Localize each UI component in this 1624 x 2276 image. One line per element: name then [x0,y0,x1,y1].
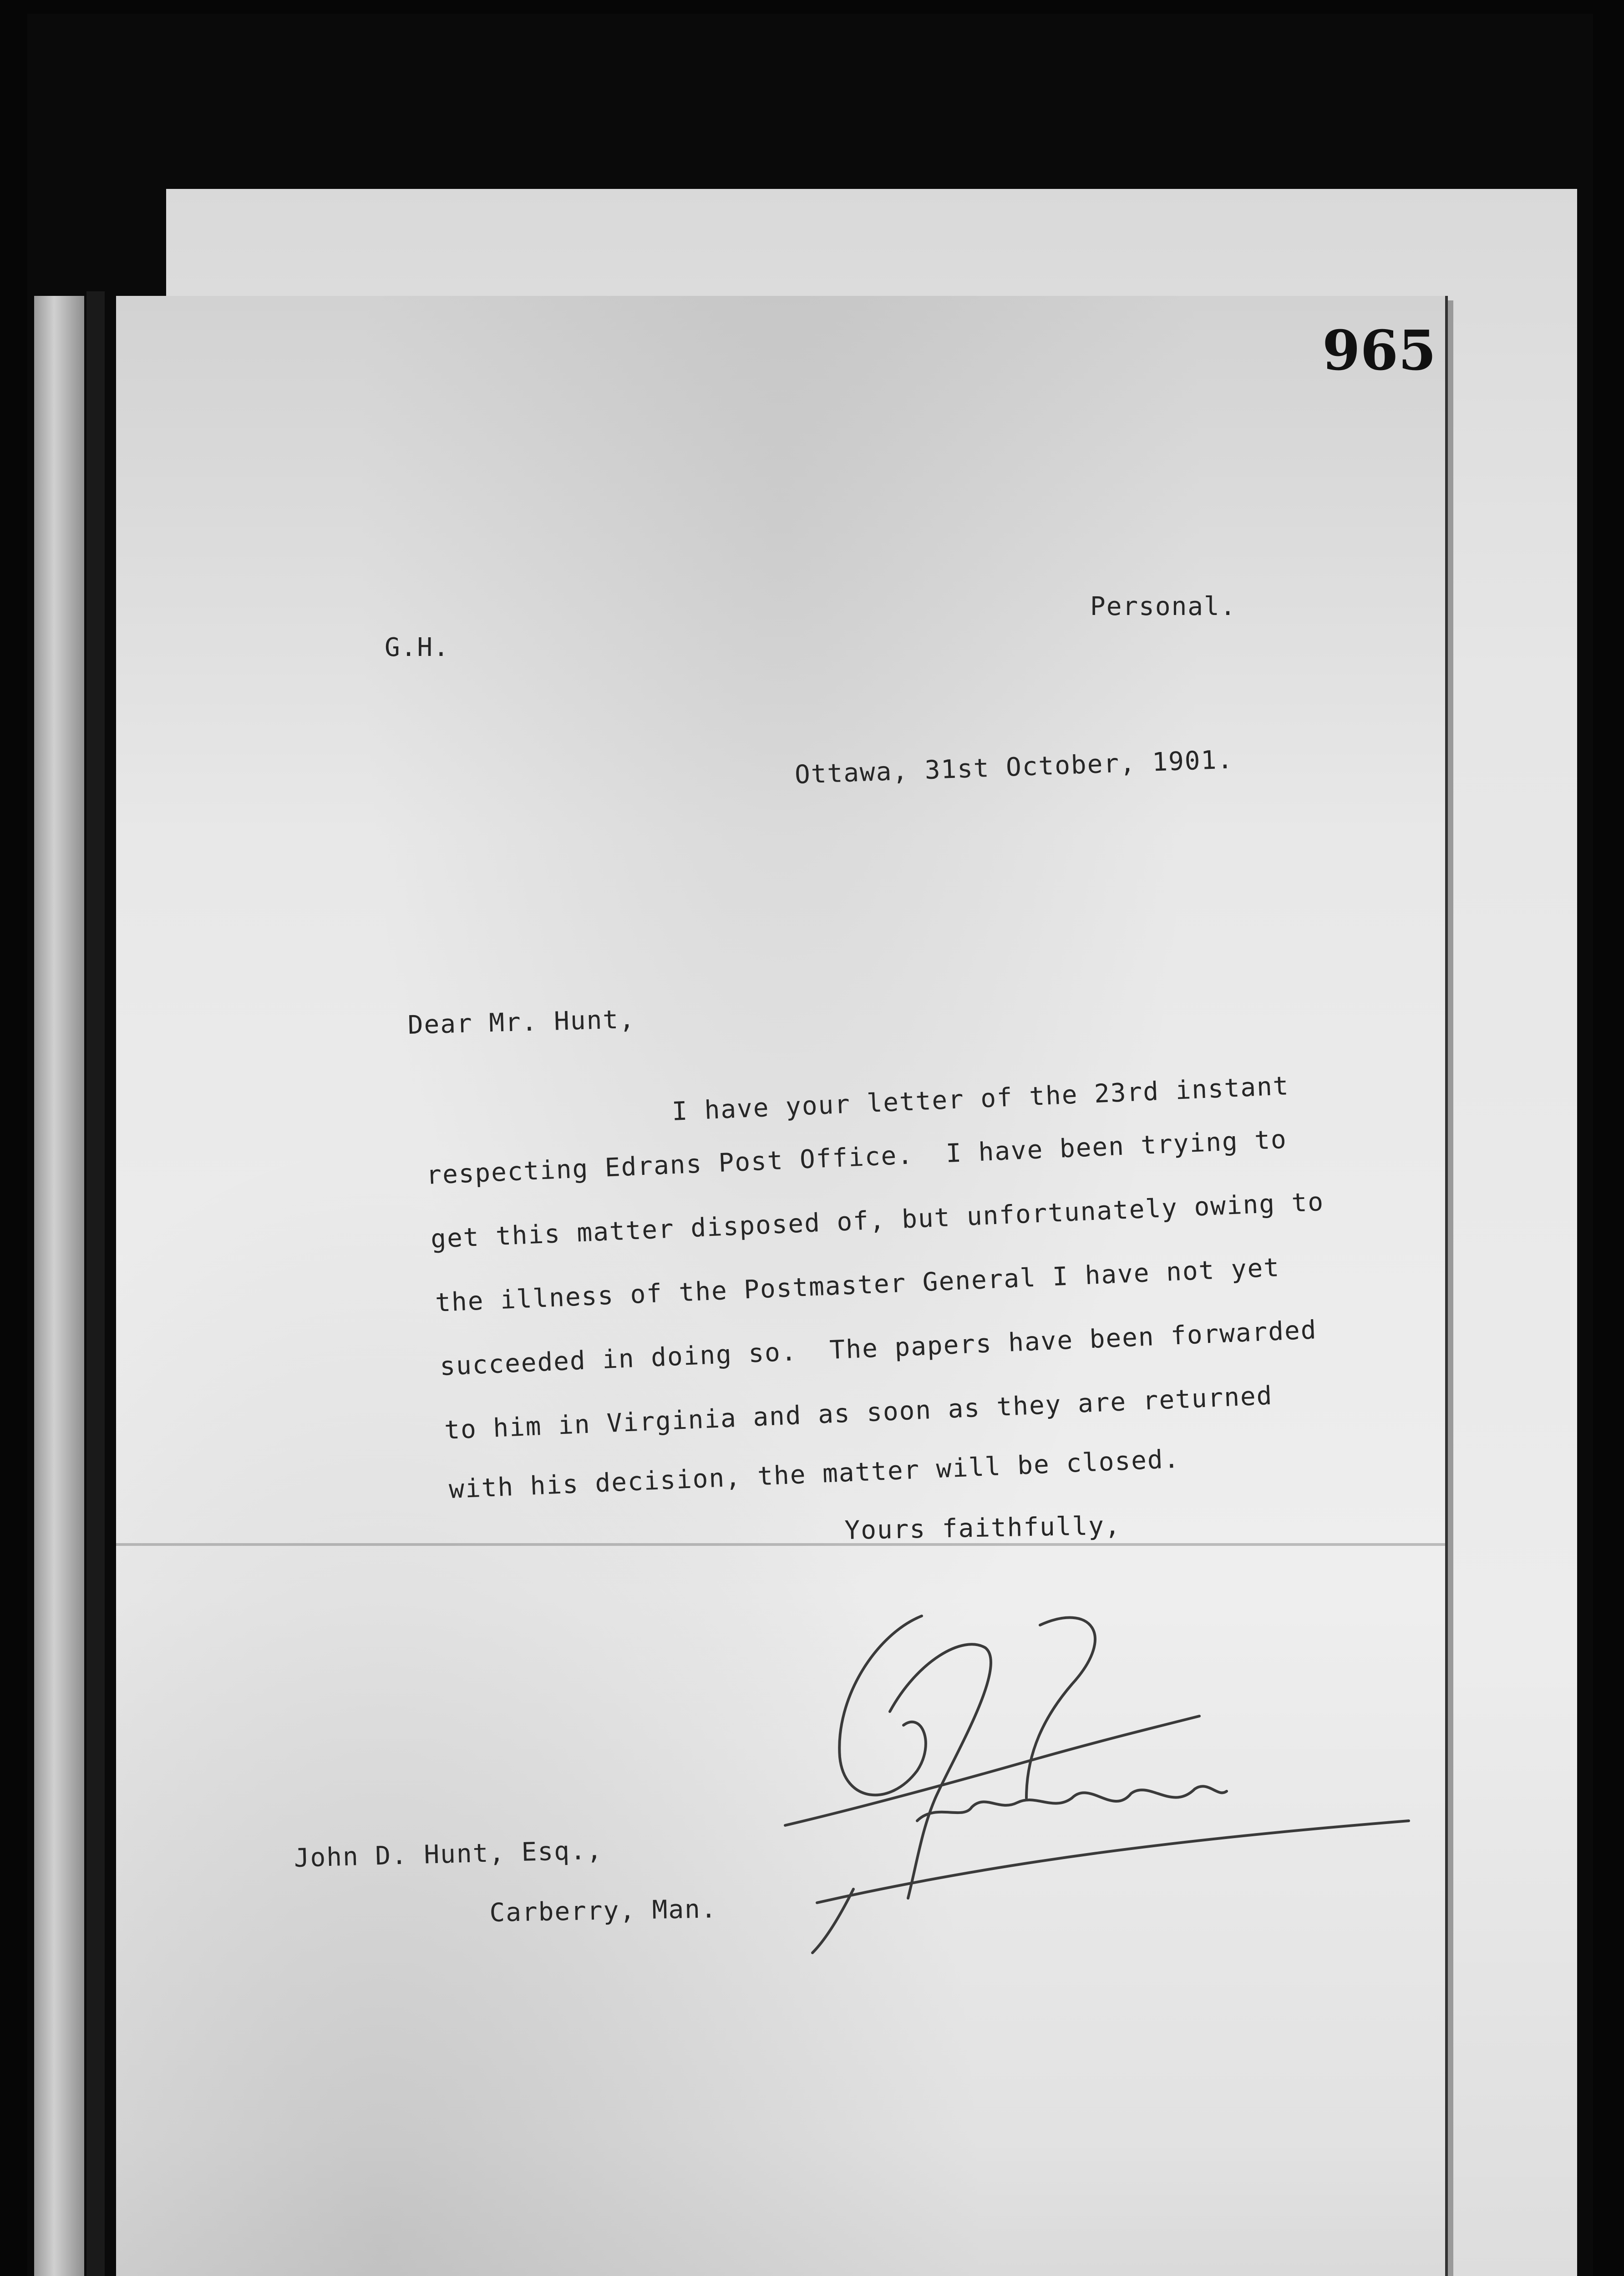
body-line: I have your letter of the 23rd instant [671,1071,1290,1127]
body-line: get this matter disposed of, but unfortunately owing to [430,1187,1325,1254]
binder-spine [34,296,84,2276]
dateline: Ottawa, 31st October, 1901. [794,745,1234,790]
handwritten-signature [771,1607,1431,1962]
body-line: with his decision, the matter will be closed. [448,1444,1181,1504]
sender-initials: G.H. [385,633,450,662]
fold-line [116,1543,1445,1546]
body-line: to him in Virginia and as soon as they are returned [444,1381,1274,1445]
folio-number: 965 [1322,319,1436,383]
binder-spine-shadow [86,291,105,2276]
body-line: succeeded in doing so. The papers have been forwarded [439,1315,1318,1382]
addressee-place: Carberry, Man. [489,1894,718,1928]
addressee-name: John D. Hunt, Esq., [294,1835,604,1873]
salutation: Dear Mr. Hunt, [407,1004,636,1040]
body-line: respecting Edrans Post Office. I have been trying to [426,1124,1288,1190]
closing: Yours faithfully, [844,1511,1122,1545]
letter-page [116,296,1445,2276]
personal-marking: Personal. [1090,592,1237,621]
body-line: the illness of the Postmaster General I have not yet [435,1253,1281,1318]
